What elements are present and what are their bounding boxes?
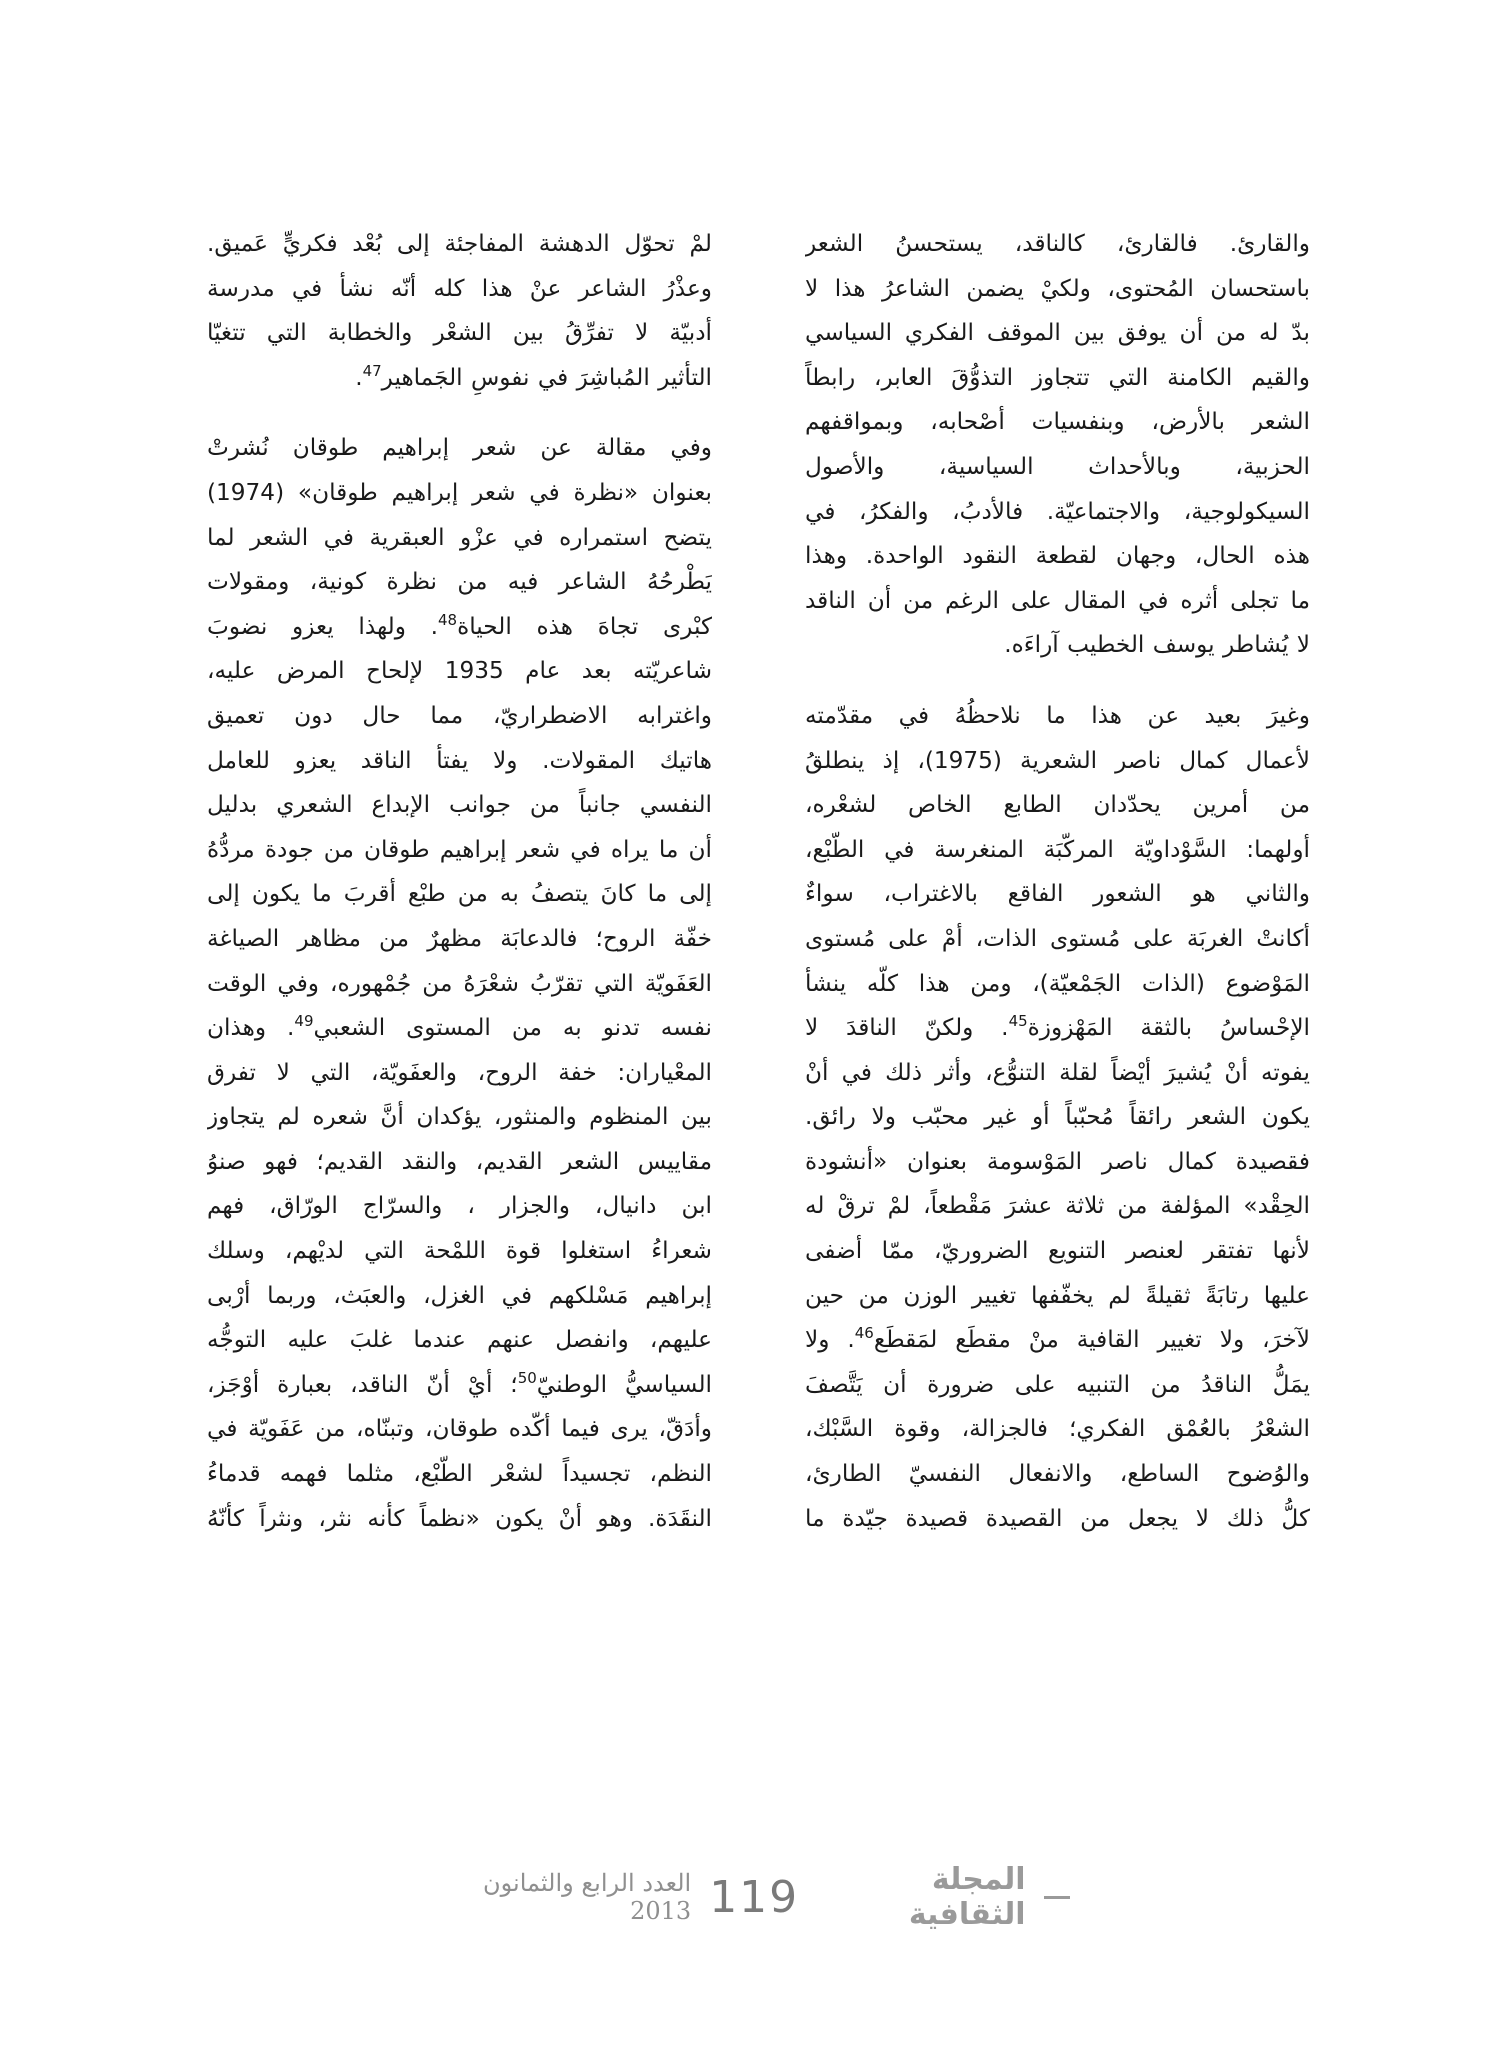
- text-line: لا يُشاطر يوسف الخطيب آراءَه.: [1004, 631, 1310, 659]
- text-line: هذه الحال، وجهان لقطعة النقود الواحدة. وهذا: [805, 542, 1310, 570]
- text-line-with-footnote: [207, 356, 712, 401]
- text-line: والوُضوح الساطع، والانفعال النفسيّ الطارئ،: [805, 1460, 1310, 1488]
- text-line: لأنها تفتقر لعنصر التنويع الضروريّ، ممّا أضفى: [805, 1237, 1310, 1265]
- text-line: واغترابه الاضطراريّ، مما حال دون تعميق: [207, 701, 712, 729]
- left-column: [207, 222, 712, 1541]
- text-line: المَوْضوع (الذات الجَمْعيّة)، ومن هذا كلّه ينشأ: [805, 969, 1310, 997]
- text-line: بدّ له من أن يوفق بين الموقف الفكري السياسي: [805, 319, 1310, 347]
- text-line: يَطْرحُهُ الشاعر فيه من نظرة كونية، ومقولات: [207, 568, 712, 596]
- text-line: وفي مقالة عن شعر إبراهيم طوقان نُشرتْ: [207, 434, 712, 462]
- text-line: إبراهيم مَسْلكهم في الغزل، والعبَث، وربما أرْبى: [207, 1281, 712, 1309]
- text-line: خفّة الروح؛ فالدعابَة مظهرٌ من مظاهر الصياغة: [207, 924, 712, 952]
- line-text: . ولا: [805, 1326, 855, 1354]
- right-column: [805, 222, 1310, 1541]
- text-line: يمَلُّ الناقدُ من التنبيه على ضرورة أن يَتَّصفَ: [805, 1370, 1310, 1398]
- footnote-ref: 45: [1008, 1012, 1028, 1031]
- text-line: وعذْرُ الشاعر عنْ هذا كله أنّه نشأ في مدرسة: [207, 274, 712, 302]
- text-line: باستحسان المُحتوى، ولكيْ يضمن الشاعرُ هذا لا: [805, 274, 1310, 302]
- line-text: ؛ أيْ أنّ الناقد، بعبارة أوْجَز،: [207, 1370, 518, 1398]
- text-line: فقصيدة كمال ناصر المَوْسومة بعنوان «أنشودة: [805, 1147, 1310, 1175]
- text-line: العَفَويّة التي تقرّبُ شعْرَهُ من جُمْهوره، وفي الوقت: [207, 969, 712, 997]
- line-text: . ولهذا يعزو نضوبَ: [207, 612, 438, 640]
- text-line-with-footnote: [805, 1318, 1310, 1363]
- text-line: النقَدَة. وهو أنْ يكون «نظماً كأنه نثر، ونثراً كأنّهُ: [207, 1504, 712, 1532]
- text-line: ما تجلى أثره في المقال على الرغم من أن الناقد: [805, 586, 1310, 614]
- text-line-with-footnote: [207, 605, 712, 650]
- text-line: بين المنظوم والمنثور، يؤكدان أنَّ شعره لم يتجاوز: [207, 1103, 712, 1131]
- text-line: شاعريّته بعد عام 1935 لإلحاح المرض عليه،: [207, 657, 712, 685]
- text-line: المعْياران: خفة الروح، والعفَويّة، التي لا تفرق: [207, 1058, 712, 1086]
- text-line: لأعمال كمال ناصر الشعرية (1975)، إذ ينطلقُ: [805, 746, 1310, 774]
- text-line-with-footnote: [207, 1363, 712, 1408]
- paragraph: [207, 222, 712, 400]
- text-line: يتضح استمراره في عزْو العبقرية في الشعر لما: [207, 523, 712, 551]
- line-text: نفسه تدنو به من المستوى الشعبي: [313, 1014, 712, 1042]
- text-line: هاتيك المقولات. ولا يفتأ الناقد يعزو للعامل: [207, 746, 712, 774]
- text-line: الشعر بالأرض، وبنفسيات أصْحابه، وبمواقفهم: [805, 408, 1310, 436]
- line-text: الإحْساسُ بالثقة المَهْزوزة: [1027, 1014, 1310, 1042]
- text-line: ابن دانيال، والجزار ، والسرّاج الورّاق، فهم: [207, 1192, 712, 1220]
- text-line: يفوته أنْ يُشيرَ أيْضاً لقلة التنوُّع، وأثر ذلك في أنْ: [805, 1058, 1310, 1086]
- text-line: وأدَقّ، يرى فيما أكّده طوقان، وتبنّاه، من عَفَويّة في: [207, 1415, 712, 1443]
- text-line: السيكولوجية، والاجتماعيّة. فالأدبُ، والفكرُ، في: [805, 497, 1310, 525]
- issue-label: العدد الرابع والثمانون 2013: [483, 1869, 692, 1925]
- footnote-ref: 47: [362, 361, 382, 380]
- line-text: .: [355, 363, 363, 391]
- text-line: أولهما: السَّوْداويّة المركّبَة المنغرسة في الطّبْع،: [805, 835, 1310, 863]
- text-line: لمْ تحوّل الدهشة المفاجئة إلى بُعْد فكريٍّ عَميق.: [207, 230, 712, 257]
- footnote-ref: 46: [854, 1324, 874, 1343]
- magazine-name: المجلة الثقافية: [908, 1862, 1026, 1932]
- text-line: الحِقْد» المؤلفة من ثلاثة عشرَ مَقْطعاً، لمْ ترقْ له: [805, 1192, 1310, 1220]
- text-line: والقيم الكامنة التي تتجاوز التذوُّقَ العابر، رابطاً: [805, 363, 1310, 391]
- text-line: أكانتْ الغربَة على مُستوى الذات، أمْ على مُستوى: [805, 924, 1310, 952]
- text-line: أدبيّة لا تفرِّقُ بين الشعْر والخطابة التي تتغيّا: [207, 319, 712, 347]
- text-line: النفسي جانباً من جوانب الإبداع الشعري بدليل: [207, 791, 712, 819]
- footer-rule: [1044, 1896, 1070, 1899]
- text-line: من أمرين يحدّدان الطابع الخاص لشعْره،: [805, 791, 1310, 819]
- text-line: أن ما يراه في شعر إبراهيم طوقان من جودة مردُّهُ: [207, 835, 712, 863]
- line-text: . ولكنّ الناقدَ لا: [805, 1014, 1009, 1042]
- text-line: والثاني هو الشعور الفاقع بالاغتراب، سواءٌ: [805, 880, 1310, 908]
- text-line: وغيرَ بعيد عن هذا ما نلاحظُهُ في مقدّمته: [805, 701, 1310, 729]
- text-line-with-footnote: [805, 1006, 1310, 1051]
- line-text: التأثير المُباشِرَ في نفوسِ الجَماهير: [381, 363, 712, 391]
- text-line-with-footnote: [207, 1006, 712, 1051]
- text-line: كلُّ ذلك لا يجعل من القصيدة قصيدة جيّدة ما: [805, 1504, 1310, 1532]
- page-footer: [430, 1862, 1070, 1932]
- text-line: والقارئ. فالقارئ، كالناقد، يستحسنُ الشعر: [805, 230, 1310, 257]
- footnote-ref: 48: [438, 610, 458, 629]
- paragraph: [805, 694, 1310, 1541]
- text-line: النظم، تجسيداً لشعْر الطّبْع، مثلما فهمه قدماءُ: [207, 1460, 712, 1488]
- text-line: عليها رتابَةً ثقيلةً لم يخفّفها تغيير الوزن من حين: [805, 1281, 1310, 1309]
- text-line: مقاييس الشعر القديم، والنقد القديم؛ فهو صنوُ: [207, 1147, 712, 1175]
- footnote-ref: 50: [517, 1368, 537, 1387]
- text-line: عليهم، وانفصل عنهم عندما غلبَ عليه التوجُّه: [207, 1326, 712, 1354]
- text-line: شعراءُ استغلوا قوة اللمْحة التي لديْهم، وسلك: [207, 1237, 712, 1265]
- text-line: إلى ما كانَ يتصفُ به من طبْع أقربَ ما يكون إلى: [207, 880, 712, 908]
- page-number: 119: [709, 1871, 800, 1923]
- text-line: الحزبية، وبالأحداث السياسية، والأصول: [805, 452, 1310, 480]
- line-text: السياسيُّ الوطنيّ: [536, 1370, 712, 1398]
- text-line: بعنوان «نظرة في شعر إبراهيم طوقان» (1974): [207, 478, 712, 506]
- footnote-ref: 49: [294, 1012, 314, 1031]
- paragraph: [207, 426, 712, 1541]
- line-text: . وهذان: [207, 1014, 295, 1042]
- line-text: كبْرى تجاهَ هذه الحياة: [457, 612, 712, 640]
- text-line: يكون الشعر رائقاً مُحبّباً أو غير محبّب ولا رائق.: [805, 1103, 1310, 1131]
- line-text: لآخرَ، ولا تغيير القافية منْ مقطَع لمَقطَع: [873, 1326, 1310, 1354]
- paragraph: [805, 222, 1310, 668]
- text-line: الشعْرُ بالعُمْق الفكري؛ فالجزالة، وقوة السَّبْك،: [805, 1415, 1310, 1443]
